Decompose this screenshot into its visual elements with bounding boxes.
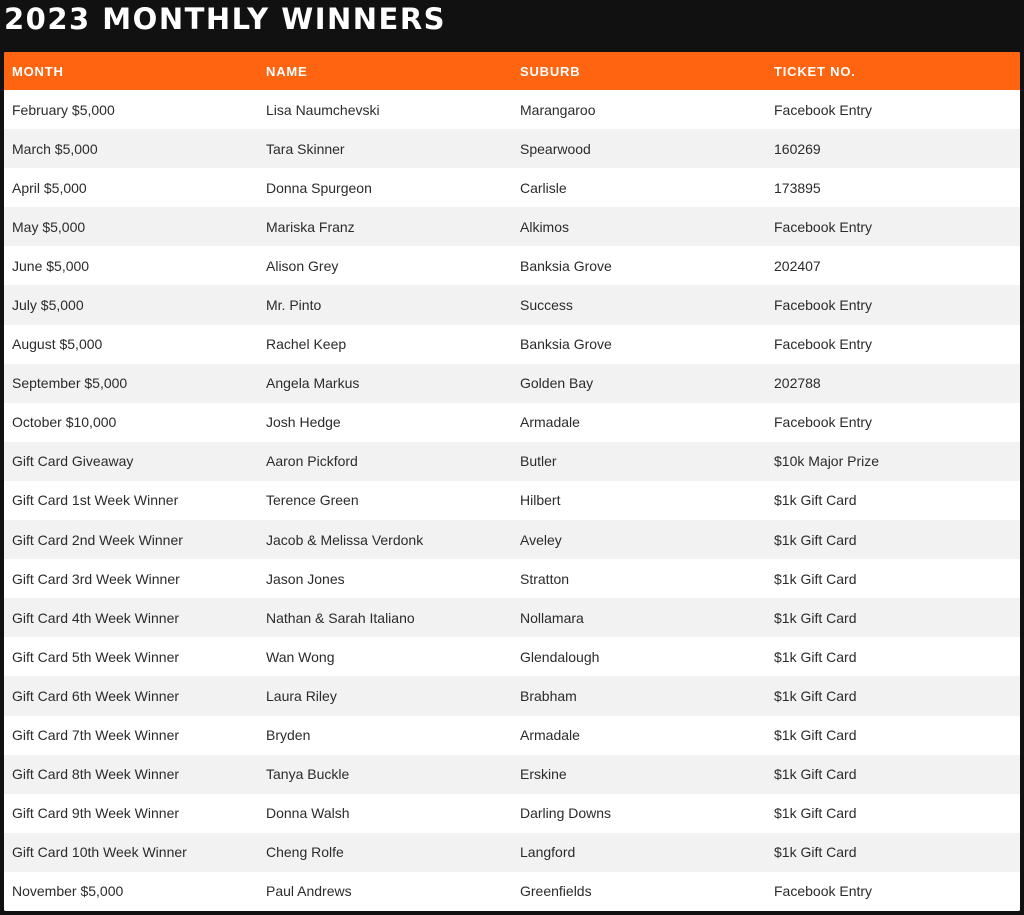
- cell-name: Tanya Buckle: [266, 766, 350, 783]
- cell-suburb: Butler: [520, 453, 557, 470]
- table-row: [4, 285, 1020, 324]
- cell-name: Mr. Pinto: [266, 297, 322, 314]
- cell-name: Aaron Pickford: [266, 453, 358, 470]
- cell-month: Gift Card 4th Week Winner: [12, 609, 180, 626]
- column-header-name: NAME: [266, 63, 308, 79]
- table-row: [4, 872, 1020, 911]
- table-row: [4, 716, 1020, 755]
- cell-suburb: Banksia Grove: [520, 336, 612, 353]
- table-row: [4, 559, 1020, 598]
- cell-suburb: Erskine: [520, 766, 567, 783]
- cell-month: Gift Card 10th Week Winner: [12, 844, 187, 861]
- cell-month: Gift Card 2nd Week Winner: [12, 531, 183, 548]
- cell-month: October $10,000: [12, 414, 117, 431]
- cell-ticket: $1k Gift Card: [774, 844, 857, 861]
- cell-month: Gift Card 8th Week Winner: [12, 766, 180, 783]
- cell-suburb: Aveley: [520, 531, 562, 548]
- cell-name: Tara Skinner: [266, 140, 345, 157]
- cell-month: Gift Card 6th Week Winner: [12, 687, 180, 704]
- cell-name: Angela Markus: [266, 375, 360, 392]
- cell-suburb: Nollamara: [520, 609, 584, 626]
- table-row: [4, 325, 1020, 364]
- cell-name: Wan Wong: [266, 648, 335, 665]
- cell-name: Laura Riley: [266, 687, 337, 704]
- cell-suburb: Marangaroo: [520, 101, 596, 118]
- cell-suburb: Success: [520, 297, 573, 314]
- cell-month: Gift Card 3rd Week Winner: [12, 570, 180, 587]
- table-row: [4, 168, 1020, 207]
- table-row: [4, 481, 1020, 520]
- cell-name: Alison Grey: [266, 257, 339, 274]
- cell-suburb: Carlisle: [520, 179, 567, 196]
- cell-month: Gift Card Giveaway: [12, 453, 134, 470]
- cell-ticket: 202788: [774, 375, 821, 392]
- cell-suburb: Langford: [520, 844, 576, 861]
- cell-ticket: Facebook Entry: [774, 414, 873, 431]
- cell-suburb: Armadale: [520, 414, 580, 431]
- cell-month: June $5,000: [12, 257, 90, 274]
- cell-name: Terence Green: [266, 492, 359, 509]
- cell-month: July $5,000: [12, 297, 84, 314]
- cell-ticket: Facebook Entry: [774, 297, 873, 314]
- cell-month: Gift Card 7th Week Winner: [12, 727, 180, 744]
- column-header-month: MONTH: [12, 63, 64, 79]
- table-row: [4, 207, 1020, 246]
- cell-ticket: $1k Gift Card: [774, 805, 857, 822]
- cell-name: Bryden: [266, 727, 311, 744]
- cell-ticket: $1k Gift Card: [774, 570, 857, 587]
- cell-ticket: $1k Gift Card: [774, 766, 857, 783]
- cell-suburb: Glendalough: [520, 648, 600, 665]
- cell-suburb: Darling Downs: [520, 805, 612, 822]
- table-row: [4, 755, 1020, 794]
- cell-ticket: $1k Gift Card: [774, 648, 857, 665]
- cell-ticket: $1k Gift Card: [774, 531, 857, 548]
- cell-month: February $5,000: [12, 101, 115, 118]
- cell-ticket: $1k Gift Card: [774, 727, 857, 744]
- table-row: [4, 246, 1020, 285]
- column-header-ticket: TICKET NO.: [774, 63, 856, 79]
- cell-suburb: Brabham: [520, 687, 577, 704]
- cell-name: Lisa Naumchevski: [266, 101, 380, 118]
- cell-name: Josh Hedge: [266, 414, 341, 431]
- cell-ticket: Facebook Entry: [774, 883, 873, 900]
- table-row: [4, 833, 1020, 872]
- cell-name: Cheng Rolfe: [266, 844, 344, 861]
- cell-ticket: $1k Gift Card: [774, 492, 857, 509]
- cell-name: Rachel Keep: [266, 336, 347, 353]
- cell-name: Nathan & Sarah Italiano: [266, 609, 415, 626]
- cell-name: Donna Spurgeon: [266, 179, 372, 196]
- cell-suburb: Stratton: [520, 570, 570, 587]
- page-title: 2023 MONTHLY WINNERS: [4, 2, 447, 36]
- cell-month: March $5,000: [12, 140, 98, 157]
- cell-month: Gift Card 9th Week Winner: [12, 805, 180, 822]
- cell-ticket: Facebook Entry: [774, 218, 873, 235]
- table-row: [4, 520, 1020, 559]
- cell-suburb: Golden Bay: [520, 375, 594, 392]
- cell-suburb: Greenfields: [520, 883, 592, 900]
- cell-month: Gift Card 1st Week Winner: [12, 492, 179, 509]
- table-header: [4, 52, 1020, 90]
- cell-ticket: 202407: [774, 257, 821, 274]
- table-body: [4, 90, 1020, 911]
- cell-ticket: $1k Gift Card: [774, 687, 857, 704]
- winners-table-container: [4, 52, 1020, 911]
- cell-month: Gift Card 5th Week Winner: [12, 648, 180, 665]
- cell-name: Paul Andrews: [266, 883, 352, 900]
- column-header-suburb: SUBURB: [520, 63, 581, 79]
- cell-name: Donna Walsh: [266, 805, 350, 822]
- cell-suburb: Armadale: [520, 727, 580, 744]
- cell-suburb: Hilbert: [520, 492, 561, 509]
- cell-name: Jacob & Melissa Verdonk: [266, 531, 424, 548]
- cell-ticket: 173895: [774, 179, 821, 196]
- cell-suburb: Spearwood: [520, 140, 591, 157]
- cell-suburb: Banksia Grove: [520, 257, 612, 274]
- cell-ticket: Facebook Entry: [774, 336, 873, 353]
- cell-month: September $5,000: [12, 375, 128, 392]
- table-row: [4, 90, 1020, 129]
- cell-month: April $5,000: [12, 179, 87, 196]
- table-row: [4, 364, 1020, 403]
- winners-table: [4, 52, 1020, 911]
- cell-name: Jason Jones: [266, 570, 345, 587]
- table-row: [4, 637, 1020, 676]
- table-row: [4, 129, 1020, 168]
- cell-month: August $5,000: [12, 336, 103, 353]
- table-row: [4, 403, 1020, 442]
- cell-ticket: Facebook Entry: [774, 101, 873, 118]
- table-row: [4, 598, 1020, 637]
- cell-suburb: Alkimos: [520, 218, 570, 235]
- table-header-row: [4, 52, 1020, 90]
- cell-ticket: $10k Major Prize: [774, 453, 880, 470]
- table-row: [4, 676, 1020, 715]
- table-row: [4, 794, 1020, 833]
- cell-month: May $5,000: [12, 218, 86, 235]
- cell-ticket: 160269: [774, 140, 821, 157]
- cell-month: November $5,000: [12, 883, 124, 900]
- cell-name: Mariska Franz: [266, 218, 355, 235]
- cell-ticket: $1k Gift Card: [774, 609, 857, 626]
- table-row: [4, 442, 1020, 481]
